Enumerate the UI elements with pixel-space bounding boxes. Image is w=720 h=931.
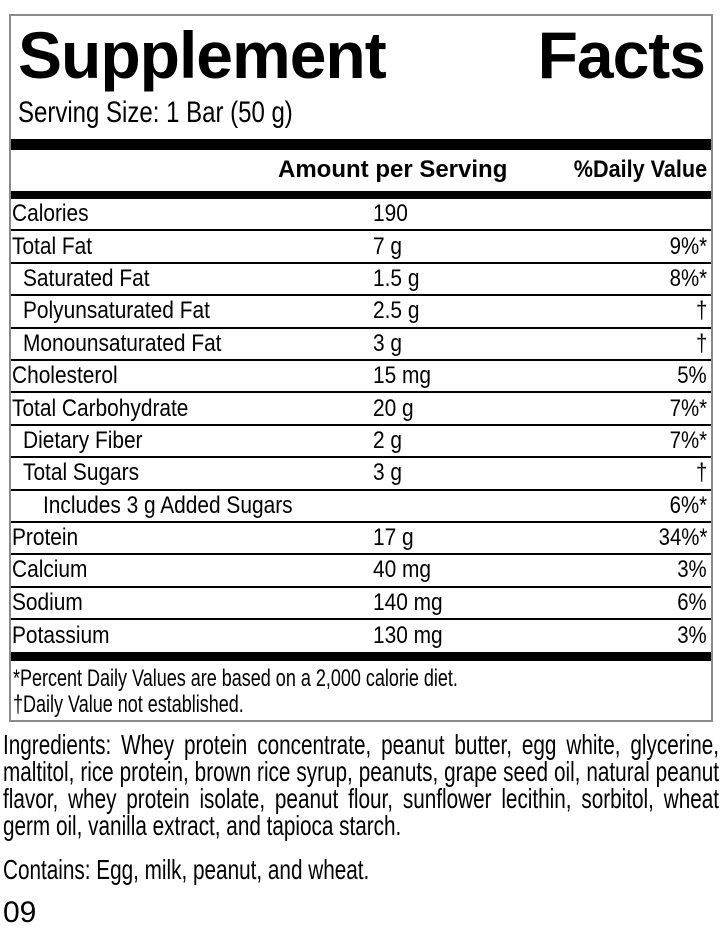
nutrient-amount: 17 g <box>373 524 414 552</box>
nutrient-dv: † <box>695 329 707 357</box>
nutrient-amount: 130 mg <box>373 622 443 650</box>
label-title <box>18 18 705 92</box>
nutrient-dv: 8%* <box>669 264 707 292</box>
nutrient-amount: 3 g <box>373 459 403 487</box>
nutrient-row <box>11 231 711 263</box>
nutrient-dv: 7%* <box>669 394 707 422</box>
nutrient-name: Protein <box>12 524 79 552</box>
nutrient-name: Monounsaturated Fat <box>23 329 222 357</box>
nutrient-dv: 3% <box>677 556 707 584</box>
column-header-dv: %Daily Value <box>573 156 707 183</box>
nutrient-name: Dietary Fiber <box>23 426 143 454</box>
nutrient-name: Polyunsaturated Fat <box>23 297 210 325</box>
serving-size-text: Serving Size: 1 Bar (50 g) <box>18 96 293 129</box>
nutrient-amount: 1.5 g <box>373 264 420 292</box>
nutrient-name: Sodium <box>12 588 83 616</box>
product-code: 09 <box>3 896 37 929</box>
nutrient-row <box>11 393 711 425</box>
nutrient-dv: † <box>695 459 707 487</box>
thick-rule-bottom <box>11 652 711 661</box>
nutrient-name: Saturated Fat <box>23 264 150 292</box>
nutrient-dv: 7%* <box>669 426 707 454</box>
nutrient-dv: 9%* <box>669 232 707 260</box>
nutrient-row <box>11 491 711 523</box>
nutrient-name: Total Carbohydrate <box>12 394 189 422</box>
nutrient-name: Calories <box>12 200 89 228</box>
nutrient-row <box>11 588 711 620</box>
nutrient-row <box>11 523 711 555</box>
footnotes <box>13 666 606 718</box>
nutrient-name: Total Fat <box>12 232 93 260</box>
nutrient-row <box>11 329 711 361</box>
nutrient-dv: 6%* <box>669 491 707 519</box>
nutrient-name: Calcium <box>12 556 88 584</box>
nutrient-table <box>11 199 711 652</box>
nutrient-row <box>11 361 711 393</box>
nutrient-row <box>11 426 711 458</box>
nutrient-dv: 34%* <box>658 524 707 552</box>
supplement-facts-box <box>9 14 713 722</box>
label-title-word-right: Facts <box>537 18 705 92</box>
nutrient-row <box>11 555 711 587</box>
nutrient-name: Includes 3 g Added Sugars <box>43 491 293 519</box>
nutrient-amount: 40 mg <box>373 556 432 584</box>
nutrient-row <box>11 199 711 231</box>
nutrient-amount: 20 g <box>373 394 414 422</box>
nutrient-name: Potassium <box>12 622 110 650</box>
nutrient-row <box>11 620 711 652</box>
nutrient-dv: 5% <box>677 362 707 390</box>
footnote-dagger: †Daily Value not established. <box>13 691 244 718</box>
nutrient-amount: 3 g <box>373 329 403 357</box>
serving-size <box>18 96 362 130</box>
thick-rule-header <box>11 191 711 199</box>
contains-statement: Contains: Egg, milk, peanut, and wheat. <box>3 854 370 885</box>
nutrient-row <box>11 296 711 328</box>
nutrient-amount: 2 g <box>373 426 403 454</box>
nutrient-row <box>11 458 711 490</box>
nutrient-dv: 6% <box>677 588 707 616</box>
footnote-percent-dv: *Percent Daily Values are based on a 2,000 calorie diet. <box>13 665 458 692</box>
ingredients-paragraph: Ingredients: Whey protein concentrate, peanut butter, egg white, glycerine, maltitol, rice protein, brown rice syrup, peanuts, grape seed oil, natural peanut flavor, whey protein isolate, peanut flour, sunflower lecithin, sorbitol, wheat germ oil, vanilla extract, and tapioca starch. <box>3 729 720 841</box>
thick-rule-top <box>11 139 711 150</box>
nutrient-name: Cholesterol <box>12 362 118 390</box>
column-header-amount: Amount per Serving <box>278 156 508 183</box>
nutrient-amount: 7 g <box>373 232 403 260</box>
nutrient-dv: 3% <box>677 622 707 650</box>
nutrient-amount: 15 mg <box>373 362 432 390</box>
nutrient-name: Total Sugars <box>23 459 140 487</box>
nutrient-amount: 190 <box>373 200 408 228</box>
nutrient-amount: 140 mg <box>373 588 443 616</box>
nutrient-amount: 2.5 g <box>373 297 420 325</box>
nutrient-dv: † <box>695 297 707 325</box>
nutrient-row <box>11 264 711 296</box>
label-title-word-left: Supplement <box>18 18 386 92</box>
